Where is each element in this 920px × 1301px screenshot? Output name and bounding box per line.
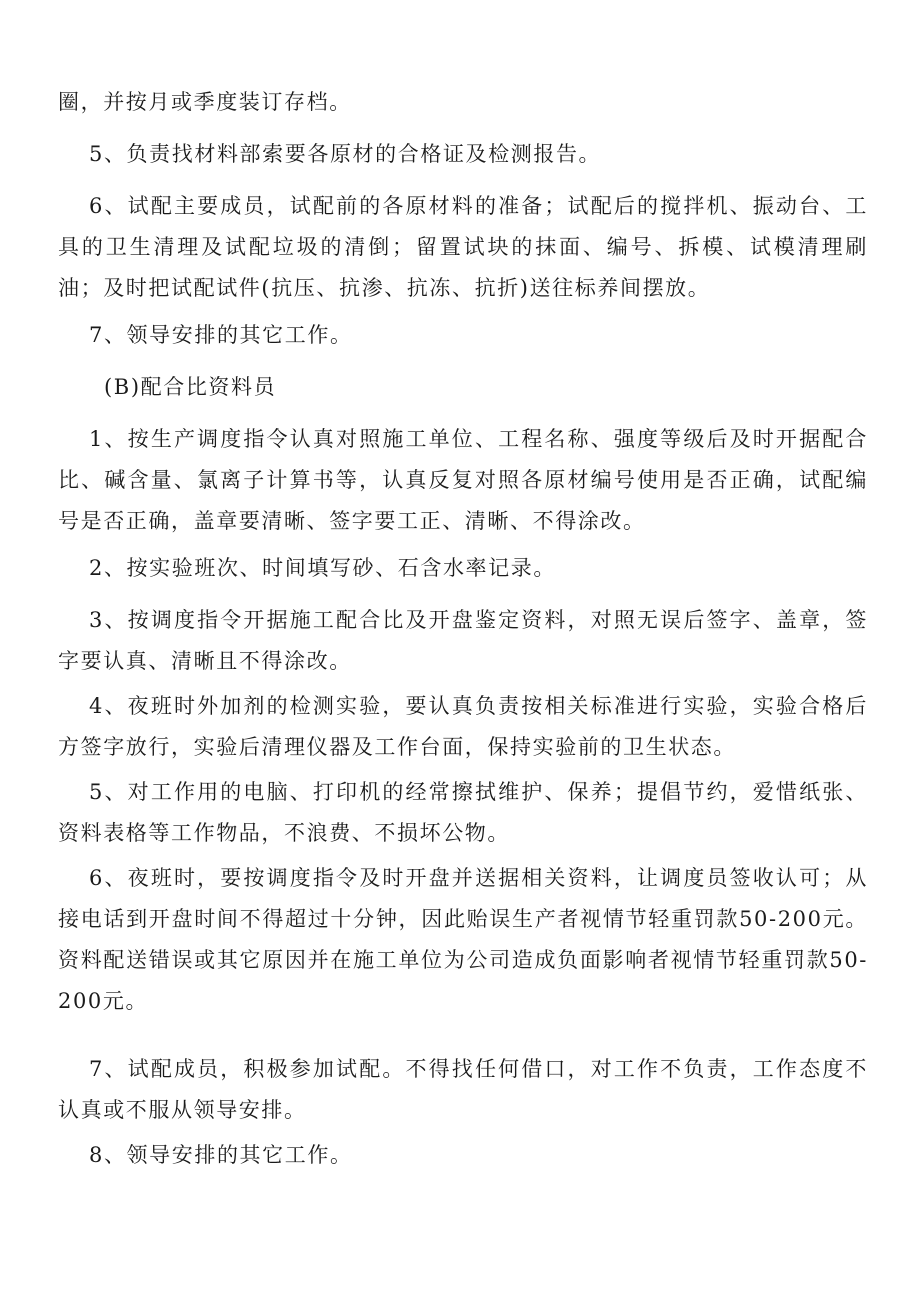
paragraph-item-3: 3、按调度指令开据施工配合比及开盘鉴定资料，对照无误后签字、盖章，签字要认真、清晰且不得涂改。 [58, 608, 868, 673]
paragraph-item-5b: 5、对工作用的电脑、打印机的经常擦拭维护、保养；提倡节约，爱惜纸张、资料表格等工作物品，不浪费、不损坏公物。 [58, 780, 868, 845]
paragraph-item-7b: 7、试配成员，积极参加试配。不得找任何借口，对工作不负责，工作态度不认真或不服从领导安排。 [58, 1057, 868, 1122]
paragraph-item-1: 1、按生产调度指令认真对照施工单位、工程名称、强度等级后及时开据配合比、碱含量、氯离子计算书等，认真反复对照各原材编号使用是否正确，试配编号是否正确，盖章要清晰、签字要工正、清晰、不得涂改。 [58, 427, 868, 533]
paragraph-item-5: 5、负责找材料部索要各原材的合格证及检测报告。 [89, 142, 602, 166]
paragraph-item-8: 8、领导安排的其它工作。 [89, 1143, 353, 1167]
paragraph-continuation: 圈，并按月或季度装订存档。 [58, 90, 352, 114]
paragraph-item-2: 2、按实验班次、时间填写砂、石含水率记录。 [89, 556, 556, 580]
paragraph-item-7: 7、领导安排的其它工作。 [89, 323, 353, 347]
paragraph-item-6b: 6、夜班时，要按调度指令及时开盘并送据相关资料，让调度员签收认可；从接电话到开盘时间不得超过十分钟，因此贻误生产者视情节轻重罚款50-200元。资料配送错误或其它原因并在施工单位为公司造成负面影响者视情节轻重罚款50-200元。 [58, 866, 868, 1013]
paragraph-item-6: 6、试配主要成员，试配前的各原材料的准备；试配后的搅拌机、振动台、工具的卫生清理及试配垃圾的清倒；留置试块的抹面、编号、拆模、试模清理刷油；及时把试配试件(抗压、抗渗、抗冻、抗折)送往标养间摆放。 [58, 194, 868, 300]
paragraph-item-4: 4、夜班时外加剂的检测实验，要认真负责按相关标准进行实验，实验合格后方签字放行，实验后清理仪器及工作台面，保持实验前的卫生状态。 [58, 694, 868, 759]
section-heading: (B)配合比资料员 [104, 375, 277, 399]
